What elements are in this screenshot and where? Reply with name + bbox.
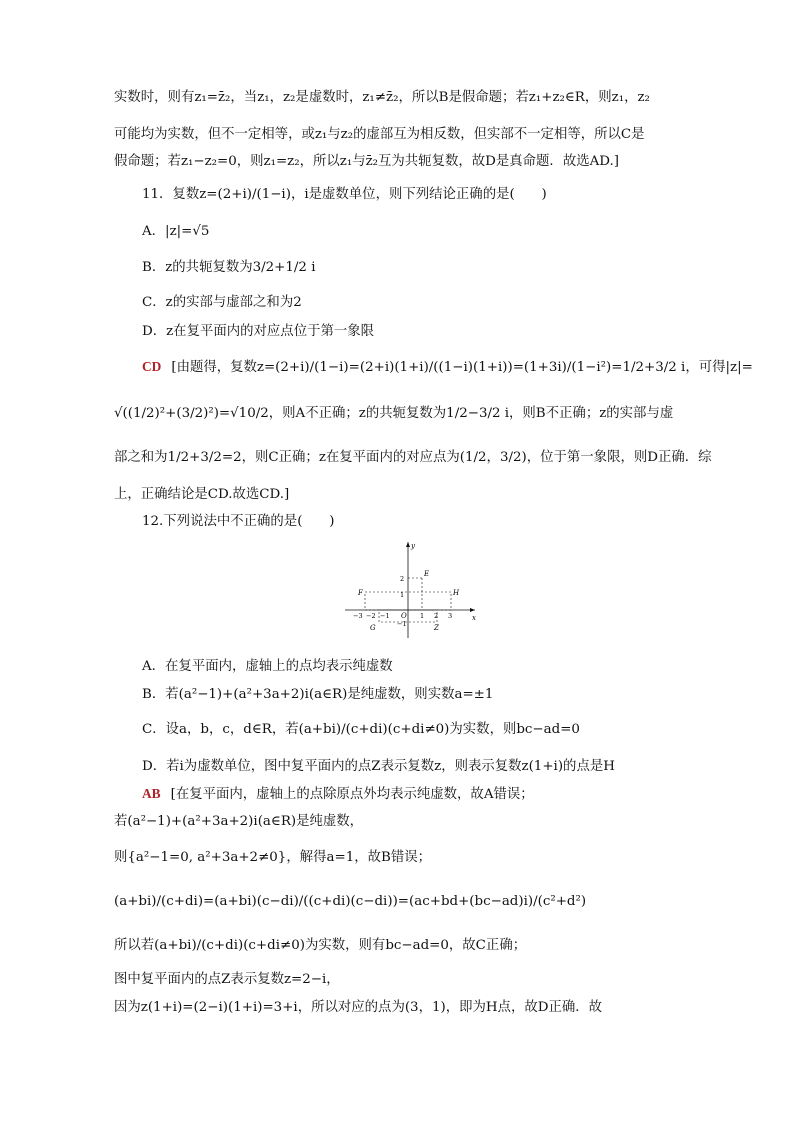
text-line: √((1/2)²+(3/2)²)=√10/2，则A不正确；z的共轭复数为1/2−3/2 i，则B不正确；z的实部与虚	[114, 406, 674, 421]
text-line: (a+bi)/(c+di)=(a+bi)(c−di)/((c+di)(c−di))=(ac+bd+(bc−ad)i)/(c²+d²)	[114, 894, 587, 909]
y-tick: 2	[400, 575, 405, 583]
origin-label: O	[401, 612, 407, 620]
x-tick: 1	[420, 612, 425, 620]
option-c: C．设a，b，c，d∈R，若(a+bi)/(c+di)(c+di≠0)为实数，则bc−ad=0	[142, 722, 580, 737]
answer-11-line	[142, 357, 753, 378]
option-b: B．若(a²−1)+(a²+3a+2)i(a∈R)是纯虚数，则实数a=±1	[142, 687, 494, 702]
option-d: D．z在复平面内的对应点位于第一象限	[142, 324, 375, 339]
x-axis-label: x	[472, 614, 476, 622]
x-tick: −2	[366, 612, 376, 620]
question-12: 12.下列说法中不正确的是( )	[142, 514, 335, 529]
point-label: F	[358, 589, 363, 597]
point-label: H	[453, 589, 460, 597]
text-line: 因为z(1+i)=(2−i)(1+i)=3+i，所以对应的点为(3，1)，即为H点，故D正确．故	[114, 1000, 603, 1015]
option-a: A．在复平面内，虚轴上的点均表示纯虚数	[142, 659, 393, 674]
text-line: 若(a²−1)+(a²+3a+2)i(a∈R)是纯虚数，	[114, 814, 364, 829]
y-axis-label: y	[411, 542, 415, 550]
text-line: 部之和为1/2+3/2=2，则C正确；z在复平面内的对应点为(1/2，3/2)，位于第一象限，则D正确．综	[114, 450, 712, 465]
complex-plane-figure	[340, 540, 480, 640]
x-tick: −1	[380, 612, 390, 620]
option-a: A．|z|=√5	[142, 224, 210, 239]
x-tick: −3	[353, 612, 363, 620]
option-b: B．z的共轭复数为3/2+1/2 i	[142, 260, 316, 275]
question-11: 11．复数z=(2+i)/(1−i)，i是虚数单位，则下列结论正确的是( )	[142, 187, 547, 202]
text-line: 实数时，则有z₁=z̄₂，当z₁，z₂是虚数时，z₁≠z̄₂，所以B是假命题；若z₁+z₂∈R，则z₁，z₂	[114, 90, 650, 105]
x-tick: 2	[434, 612, 439, 620]
y-tick: −1	[397, 620, 407, 628]
option-c: C．z的实部与虚部之和为2	[142, 295, 302, 310]
text-line: 所以若(a+bi)/(c+di)(c+di≠0)为实数，则有bc−ad=0，故C正确；	[114, 938, 527, 953]
text-line: 假命题；若z₁−z₂=0，则z₁=z₂，所以z₁与z̄₂互为共轭复数，故D是真命题．故选AD.]	[114, 154, 620, 169]
y-tick: 1	[400, 591, 405, 599]
answer-tag: AB	[142, 786, 161, 801]
text-line: 上，正确结论是CD.故选CD.]	[114, 487, 290, 502]
text-line: 图中复平面内的点Z表示复数z=2−i，	[114, 972, 340, 987]
answer-text: [由题得，复数z=(2+i)/(1−i)=(2+i)(1+i)/((1−i)(1+i))=(1+3i)/(1−i²)=1/2+3/2 i，可得|z|=	[171, 360, 753, 375]
text-line: 则{a²−1=0, a²+3a+2≠0}，解得a=1，故B错误；	[114, 850, 432, 865]
point-label: Z	[434, 624, 439, 632]
point-label: G	[370, 624, 376, 632]
point-label: E	[424, 570, 430, 578]
answer-12-line	[142, 784, 534, 805]
answer-text: [在复平面内，虚轴上的点除原点外均表示纯虚数，故A错误；	[170, 787, 534, 802]
text-line: 可能均为实数，但不一定相等，或z₁与z₂的虚部互为相反数，但实部不一定相等，所以C是	[114, 127, 645, 142]
x-tick: 3	[448, 612, 453, 620]
answer-tag: CD	[142, 359, 162, 374]
option-d: D．若i为虚数单位，图中复平面内的点Z表示复数z，则表示复数z(1+i)的点是H	[142, 759, 615, 774]
